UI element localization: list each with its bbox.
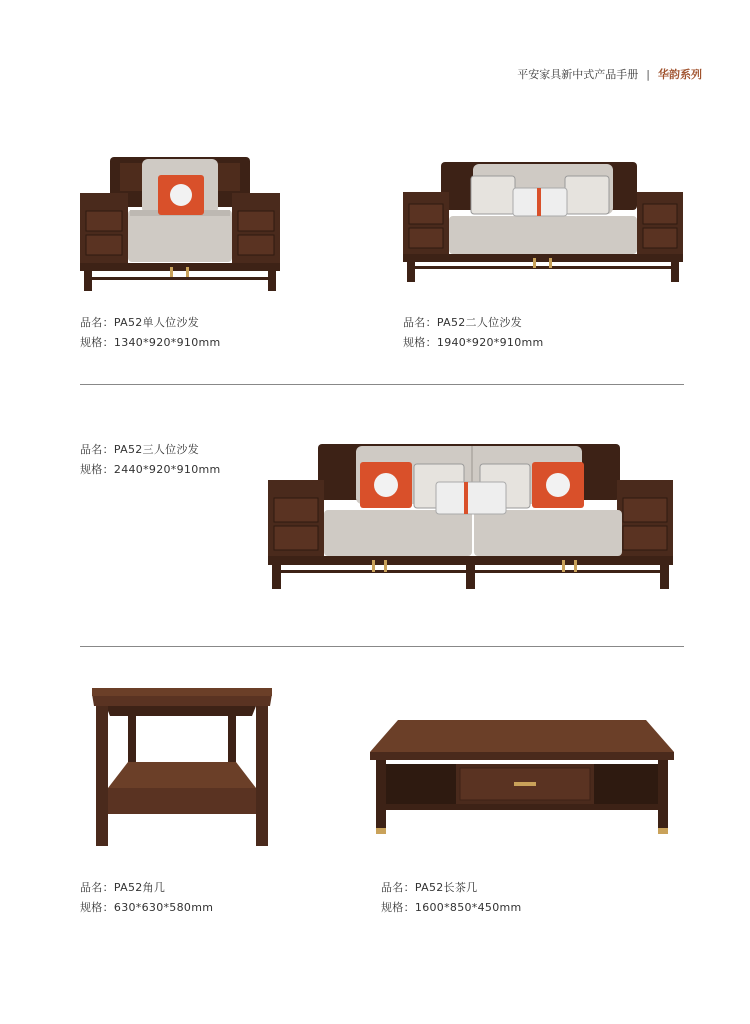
product-image-three-seat-sofa (268, 442, 673, 592)
caption-coffee-table (381, 878, 522, 918)
product-image-corner-table (92, 688, 272, 848)
product-spec: 1340*920*910mm (113, 336, 221, 349)
name-label: 品名： (80, 316, 114, 329)
product-spec: 1940*920*910mm (436, 336, 544, 349)
header-separator: | (646, 67, 650, 81)
section-divider (80, 646, 684, 647)
name-label: 品名： (80, 443, 114, 456)
caption-two-seat-sofa (403, 313, 544, 353)
caption-single-sofa (80, 313, 221, 353)
page-header (517, 66, 702, 82)
name-label: 品名： (403, 316, 437, 329)
spec-label: 规格： (403, 336, 437, 349)
product-name: PA52三人位沙发 (113, 443, 200, 456)
product-image-two-seat-sofa (403, 160, 683, 285)
series-title: 华韵系列 (658, 68, 702, 81)
spec-label: 规格： (80, 901, 114, 914)
product-spec: 2440*920*910mm (113, 463, 221, 476)
brand-line: 平安家具新中式产品手册 (517, 68, 639, 81)
product-name: PA52角几 (113, 881, 166, 894)
caption-corner-table (80, 878, 213, 918)
caption-three-seat-sofa (80, 440, 221, 480)
spec-label: 规格： (80, 463, 114, 476)
product-image-single-sofa (80, 155, 280, 295)
product-image-coffee-table (368, 718, 676, 836)
product-name: PA52单人位沙发 (113, 316, 200, 329)
spec-label: 规格： (381, 901, 415, 914)
section-divider (80, 384, 684, 385)
product-name: PA52二人位沙发 (436, 316, 523, 329)
name-label: 品名： (80, 881, 114, 894)
product-name: PA52长茶几 (414, 881, 478, 894)
product-spec: 1600*850*450mm (414, 901, 522, 914)
product-spec: 630*630*580mm (113, 901, 214, 914)
spec-label: 规格： (80, 336, 114, 349)
name-label: 品名： (381, 881, 415, 894)
